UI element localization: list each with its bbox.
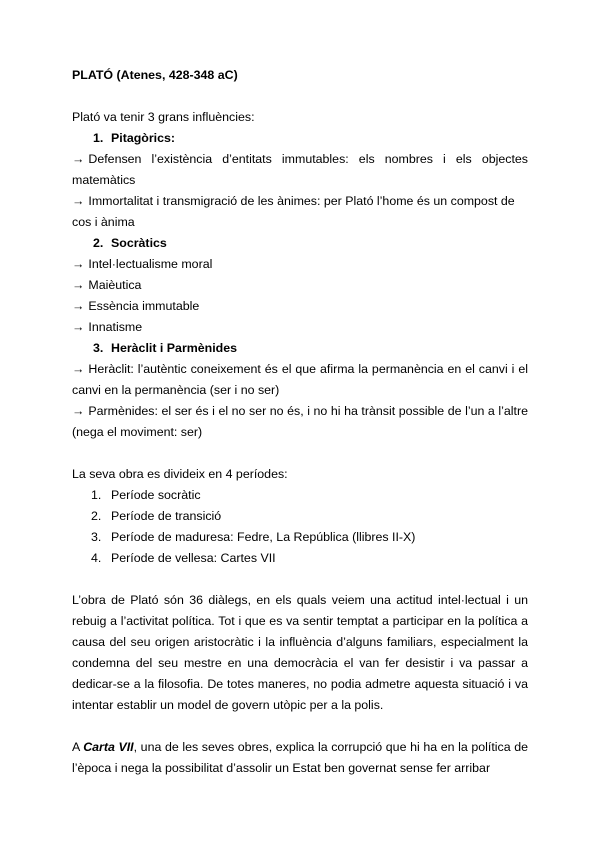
arrow-icon: → [72, 320, 85, 334]
arrow-icon: → [72, 404, 85, 418]
influence-number: 3. [93, 341, 104, 355]
bullet-point: → Immortalitat i transmigració de les ànimes: per Plató l’home és un compost de cos i ànima [72, 194, 515, 229]
paragraph-dialogues: L’obra de Plató són 36 diàlegs, en els quals veiem una actitud intel·lectual i un rebuig a l’activitat política. Tot i que es va sentir temptat a participar en la política a causa del seu origen aristocràtic i la influència d’alguns familiars, especialment la condemna del seu mestre en una democràcia el van fer desistir i va passar a dedicar-se a la filosofia. De totes maneres, no podia admetre aquesta situació i va intentar establir un model de govern utòpic per a la polis. [72, 593, 528, 712]
arrow-icon: → [72, 362, 85, 376]
arrow-icon: → [72, 194, 85, 208]
page-title: PLATÓ (Atenes, 428-348 aC) [72, 68, 238, 82]
bullet-point: → Essència immutable [72, 299, 200, 313]
bullet-point: → Parmènides: el ser és i el no ser no és, i no hi ha trànsit possible de l’un a l’altre (nega el moviment: ser) [72, 404, 528, 439]
periods-intro: La seva obra es divideix en 4 períodes: [72, 467, 288, 481]
spacer [72, 716, 528, 737]
periods-list [72, 485, 528, 569]
arrow-icon: → [72, 257, 85, 271]
influence-heading-socratics [72, 233, 528, 254]
list-item: 3. Període de maduresa: Fedre, La República (llibres II-X) [91, 530, 416, 544]
bullet-point: → Intel·lectualisme moral [72, 257, 213, 271]
bullet-point: → Heràclit: l’autèntic coneixement és el que afirma la permanència en el canvi i el canvi en la permanència (ser i no ser) [72, 362, 528, 397]
influence-number: 2. [93, 236, 104, 250]
influence-name: Heràclit i Parmènides [111, 341, 238, 355]
list-item: 1. Període socràtic [91, 488, 201, 502]
list-item: 2. Període de transició [91, 509, 222, 523]
arrow-icon: → [72, 152, 85, 166]
document-content [72, 65, 528, 779]
work-title: Carta VII [83, 740, 134, 754]
bullet-point: → Maièutica [72, 278, 142, 292]
spacer [72, 569, 528, 590]
list-item: 4. Període de vellesa: Cartes VII [91, 551, 276, 565]
influence-name: Pitagòrics: [111, 131, 176, 145]
influence-name: Socràtics [111, 236, 167, 250]
paragraph-carta-vii: A Carta VII, una de les seves obres, explica la corrupció que hi ha en la política de l’època i nega la possibilitat d’assolir un Estat ben governat sense fer arribar [72, 740, 528, 775]
influences-intro: Plató va tenir 3 grans influències: [72, 110, 255, 124]
influence-heading-pythagoreans [72, 128, 528, 149]
arrow-icon: → [72, 299, 85, 313]
arrow-icon: → [72, 278, 85, 292]
spacer [72, 443, 528, 464]
bullet-point: → Defensen l’existència d’entitats immutables: els nombres i els objectes matemàtics [72, 152, 528, 187]
influence-number: 1. [93, 131, 104, 145]
bullet-point: → Innatisme [72, 320, 143, 334]
spacer [72, 86, 528, 107]
influence-heading-heraclitus-parmenides [72, 338, 528, 359]
